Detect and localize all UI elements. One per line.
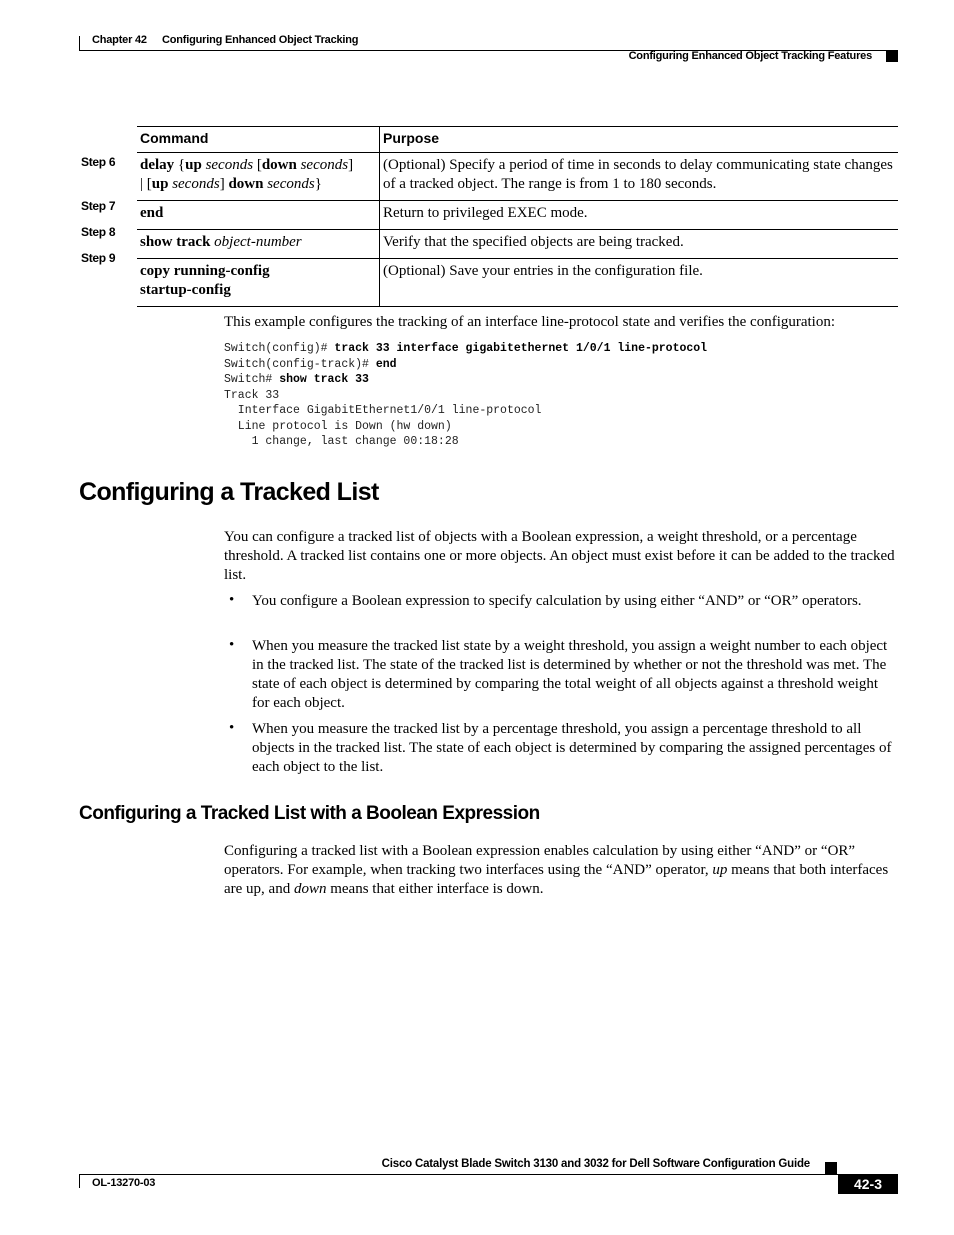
cmd-argument: seconds: [172, 176, 220, 192]
purpose-cell: Return to privileged EXEC mode.: [383, 205, 588, 221]
cmd-syntax: | [: [140, 176, 152, 192]
cmd-keyword: delay: [140, 157, 175, 173]
code-command: end: [375, 357, 397, 371]
header-chapter-title: Configuring Enhanced Object Tracking: [162, 34, 359, 46]
cmd-syntax: }: [314, 176, 322, 192]
cmd-argument: seconds: [205, 157, 254, 173]
step-label: Step 8: [81, 225, 116, 239]
cmd-keyword: startup-config: [140, 282, 231, 298]
header-left-rule: [79, 36, 80, 50]
text-run: Configuring a tracked list with a Boolean expression enables calculation by using either “AND” or “OR” operators. For example, when tracking two interfaces using the “AND” operator,: [224, 843, 856, 878]
subsection-paragraph: [224, 842, 898, 899]
column-header-purpose: Purpose: [383, 130, 440, 146]
subsection-heading: Configuring a Tracked List with a Boolean Expression: [79, 803, 540, 824]
cmd-argument: seconds: [267, 176, 315, 192]
code-prompt: Switch(config-track)#: [224, 357, 376, 371]
code-output: Interface GigabitEthernet1/0/1 line-protocol: [224, 404, 542, 417]
text-run: means that either interface is down.: [326, 881, 544, 897]
table-row: [137, 201, 898, 230]
cmd-syntax: ]: [219, 176, 229, 192]
code-prompt: Switch(config)#: [224, 342, 335, 355]
cmd-keyword: up: [151, 176, 169, 192]
bullet-item: When you measure the tracked list state by a weight threshold, you assign a weight number to each object in the tracked list. The state of the tracked list is determined by whether or not the threshold was met. The state of each object is determined by comparing the total weight of all objects against a threshold weight for each object.: [252, 638, 888, 711]
column-header-command: Command: [137, 127, 380, 153]
purpose-cell: (Optional) Specify a period of time in seconds to delay communicating state changes of a tracked object. The range is from 1 to 180 seconds.: [383, 157, 893, 192]
cmd-keyword: show track: [140, 234, 211, 250]
cmd-keyword: down: [261, 157, 297, 173]
table-header-row: [137, 127, 898, 153]
bullet-glyph: •: [229, 720, 235, 736]
footer-left-rule: [79, 1174, 80, 1188]
command-cell: [137, 230, 380, 259]
text-run: means that both interfaces are up, and: [224, 862, 889, 897]
table-row: [137, 259, 898, 307]
cmd-argument: object-number: [214, 234, 302, 250]
header-section-title: Configuring Enhanced Object Tracking Features: [628, 50, 872, 62]
section-intro: You can configure a tracked list of objects with a Boolean expression, a weight threshold, or a percentage threshold. A tracked list contains one or more objects. An object must exist before it can be added to the tracked list.: [224, 529, 895, 583]
code-command: track 33 interface gigabitethernet 1/0/1 line-protocol: [334, 342, 708, 355]
cmd-keyword: down: [228, 176, 264, 192]
example-intro: This example configures the tracking of an interface line-protocol state and verifies the configuration:: [224, 314, 836, 330]
code-example: [224, 341, 707, 450]
cmd-syntax: {: [174, 157, 186, 173]
step-label: Step 9: [81, 251, 116, 265]
code-prompt: Switch#: [224, 373, 280, 386]
bullet-item: You configure a Boolean expression to specify calculation by using either “AND” or “OR” operators.: [252, 593, 862, 609]
bullet-glyph: •: [229, 637, 235, 653]
footer-guide-title: Cisco Catalyst Blade Switch 3130 and 3032 for Dell Software Configuration Guide: [381, 1158, 810, 1170]
table-row: [137, 153, 898, 201]
purpose-cell: (Optional) Save your entries in the configuration file.: [383, 263, 703, 279]
step-label: Step 6: [81, 155, 116, 169]
header-black-tab: [886, 50, 898, 62]
cmd-syntax: ]: [348, 157, 354, 173]
purpose-cell: Verify that the specified objects are being tracked.: [383, 234, 684, 250]
cmd-syntax: [: [253, 157, 262, 173]
footer-black-tab: [825, 1162, 837, 1174]
code-output: Track 33: [224, 388, 280, 402]
footer-rule: [79, 1174, 898, 1175]
cmd-argument: seconds: [300, 157, 349, 173]
text-emphasis: down: [293, 881, 327, 897]
command-cell: end: [137, 201, 380, 230]
section-heading: Configuring a Tracked List: [79, 478, 379, 506]
cmd-keyword: up: [185, 157, 202, 173]
command-cell: [137, 153, 380, 201]
table-row: [137, 230, 898, 259]
bullet-glyph: •: [229, 592, 235, 608]
page-number: 42-3: [838, 1174, 898, 1194]
code-output: Line protocol is Down (hw down): [224, 419, 452, 433]
command-cell: [137, 259, 380, 307]
cmd-keyword: copy running-config: [140, 263, 270, 279]
header-chapter: Chapter 42: [92, 34, 147, 46]
text-emphasis: up: [712, 862, 728, 878]
bullet-item: When you measure the tracked list by a percentage threshold, you assign a percentage threshold to all objects in the tracked list. The state of each object is determined by comparing the assigned percentages of each object to the list.: [252, 721, 892, 775]
code-output: 1 change, last change 00:18:28: [224, 435, 459, 448]
step-label: Step 7: [81, 199, 116, 213]
footer-doc-number: OL-13270-03: [92, 1177, 156, 1189]
command-table: [137, 126, 898, 307]
code-command: show track 33: [279, 373, 369, 386]
